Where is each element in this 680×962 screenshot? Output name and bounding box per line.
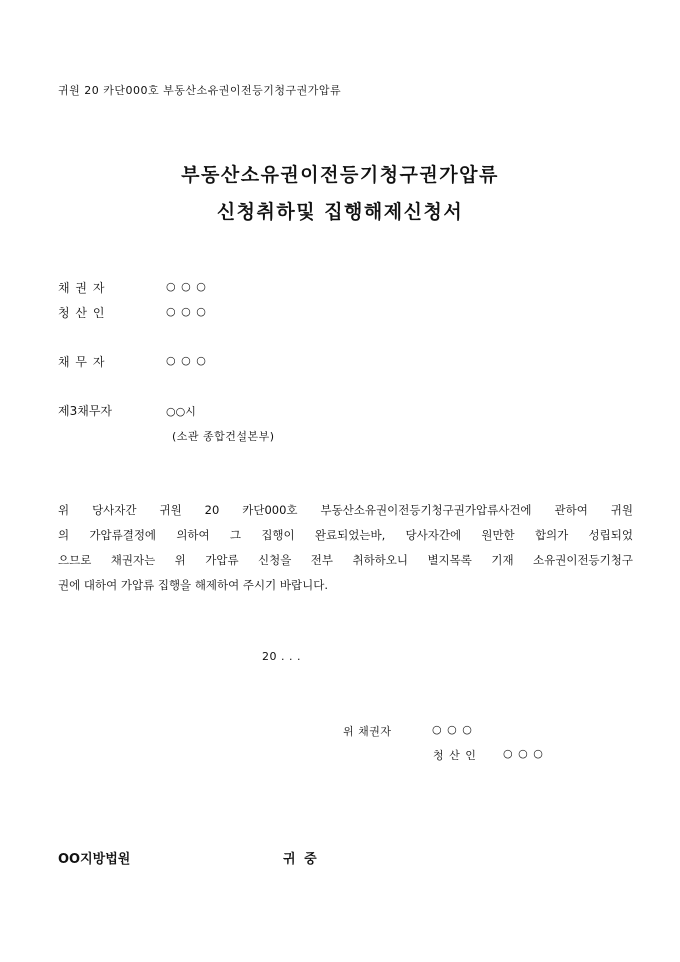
court-honorific: 귀 중 [283, 852, 319, 867]
liquidator-value: ○ ○ ○ [166, 305, 207, 318]
body-line-2: 의 가압류결정에 의하여 그 집행이 완료되었는바, 당사자간에 원만한 합의가 성립되었 [58, 528, 633, 542]
debtor-label: 채 무 자 [58, 355, 106, 369]
document-title-line1: 부동산소유권이전등기청구권가압류 [181, 164, 499, 186]
body-line-1: 위 당사자간 귀원 20 카단000호 부동산소유권이전등기청구권가압류사건에 관하여 귀원 [58, 503, 633, 517]
debtor-value: ○ ○ ○ [166, 354, 207, 367]
court-name: OO지방법원 [58, 852, 131, 867]
third-debtor-value: ○○시 [166, 405, 196, 418]
request-body [58, 498, 633, 598]
signature-liquidator-label: 청 산 인 [433, 749, 477, 762]
signature-creditor-label: 위 채권자 [343, 725, 392, 738]
document-title-line2: 신청취하및 집행해제신청서 [216, 201, 464, 223]
body-line-3: 으므로 채권자는 위 가압류 신청을 전부 취하하오니 별지목록 기재 소유권이전등기청구 [58, 553, 633, 567]
date-line: 20 . . . [262, 650, 301, 663]
creditor-label: 채 권 자 [58, 281, 106, 295]
third-debtor-label: 제3채무자 [58, 404, 113, 418]
third-debtor-note: (소관 종합건설본부) [172, 430, 275, 443]
signature-liquidator-value: ○ ○ ○ [503, 747, 544, 760]
case-header: 귀원 20 카단000호 부동산소유권이전등기청구권가압류 [58, 84, 342, 97]
body-line-4: 권에 대하여 가압류 집행을 해제하여 주시기 바랍니다. [58, 578, 328, 592]
signature-creditor-value: ○ ○ ○ [432, 723, 473, 736]
liquidator-label: 청 산 인 [58, 306, 106, 320]
creditor-value: ○ ○ ○ [166, 280, 207, 293]
